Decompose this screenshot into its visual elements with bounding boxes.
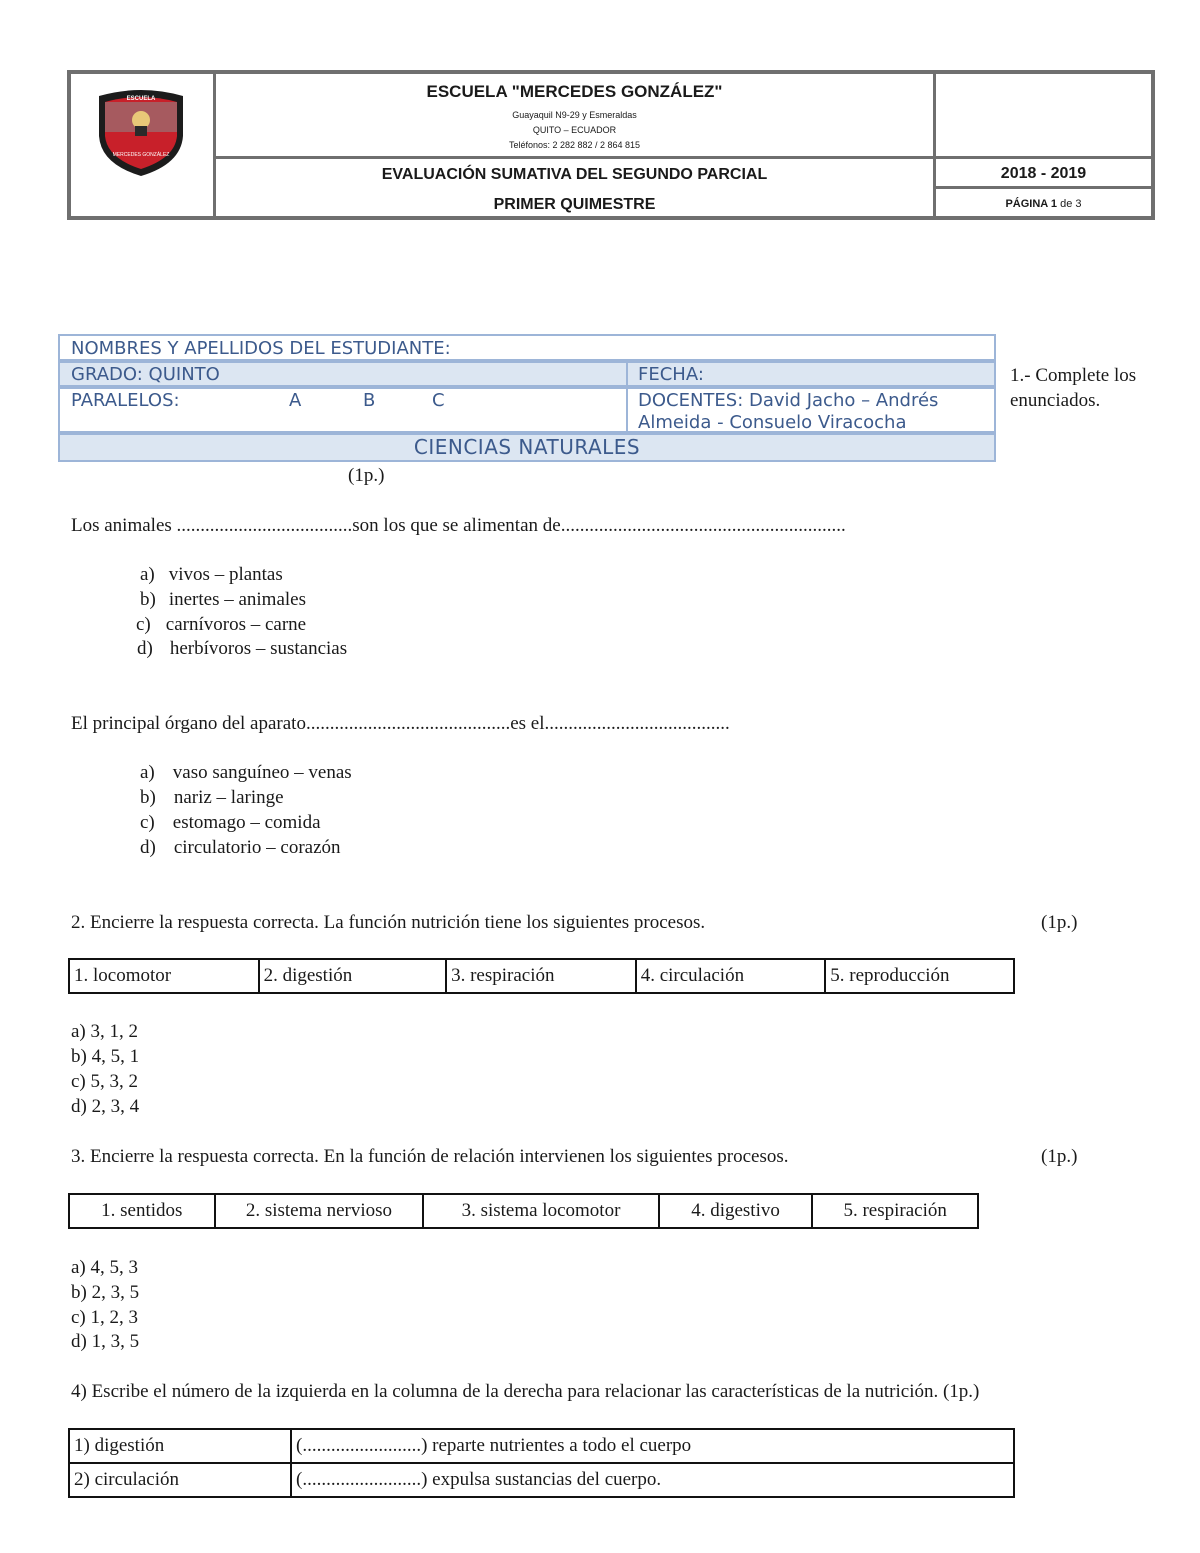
subject-row (58, 433, 996, 462)
q1-instruction: 1.- Complete los enunciados. (1010, 365, 1137, 411)
q4-row1-right: (.........................) reparte nutrientes a todo el cuerpo (291, 1429, 1014, 1463)
q1-item1-stem: Los animales .....................................son los que se alimentan de............................................................ (71, 515, 846, 536)
q1-item2-option-c: c) estomago – comida (140, 812, 321, 833)
subject-title: CIENCIAS NATURALES (413, 435, 641, 459)
table-row (69, 1463, 1014, 1497)
q1-item2-option-b: b) nariz – laringe (140, 787, 284, 808)
q3-item: 5. respiración (812, 1194, 978, 1228)
q2-points: (1p.) (1041, 912, 1078, 933)
q2-option-b: b) 4, 5, 1 (71, 1046, 140, 1067)
q2-option-c: c) 5, 3, 2 (71, 1071, 139, 1092)
school-phones: Teléfonos: 2 282 882 / 2 864 815 (508, 140, 641, 150)
q1-item1-option-d: d) herbívoros – sustancias (137, 638, 348, 659)
q1-item2-option-d: d) circulatorio – corazón (140, 837, 341, 858)
parallels-label: PARALELOS: (71, 390, 180, 411)
q1-item2-option-a: a) vaso sanguíneo – venas (140, 762, 352, 783)
q3-option-a: a) 4, 5, 3 (71, 1257, 139, 1278)
exam-title: EVALUACIÓN SUMATIVA DEL SEGUNDO PARCIAL (381, 166, 768, 183)
q1-item1-option-c: c) carnívoros – carne (136, 614, 307, 635)
q2-process-table (68, 958, 1015, 994)
exam-header (67, 70, 1155, 220)
q3-item: 2. sistema nervioso (215, 1194, 424, 1228)
parallels-teachers-row (58, 387, 996, 433)
teachers-line-2: Almeida - Consuelo Viracocha (638, 412, 907, 433)
school-city: QUITO – ECUADOR (532, 125, 617, 135)
q2-item: 1. locomotor (69, 959, 259, 993)
q1-item2-stem: El principal órgano del aparato...........................................es el....................................... (71, 713, 730, 734)
grade-label: GRADO: QUINTO (71, 364, 220, 385)
q2-stem: 2. Encierre la respuesta correcta. La función nutrición tiene los siguientes procesos. (71, 912, 706, 933)
student-name-label: NOMBRES Y APELLIDOS DEL ESTUDIANTE: (71, 338, 451, 359)
q1-item1-option-a: a) vivos – plantas (140, 564, 283, 585)
grade-date-row (58, 361, 996, 387)
q3-points: (1p.) (1041, 1146, 1078, 1167)
svg-text:MERCEDES GONZÁLEZ: MERCEDES GONZÁLEZ (112, 152, 170, 158)
q1-points: (1p.) (348, 465, 385, 486)
school-crest-logo (93, 86, 189, 178)
q4-stem: 4) Escribe el número de la izquierda en la columna de la derecha para relacionar las características de la nutrición. (1p.) (71, 1381, 980, 1402)
q2-option-a: a) 3, 1, 2 (71, 1021, 139, 1042)
student-name-row (58, 334, 996, 361)
date-label: FECHA: (638, 364, 704, 385)
q2-item: 5. reproducción (825, 959, 1014, 993)
q4-row2-right: (.........................) expulsa sustancias del cuerpo. (291, 1463, 1014, 1497)
teachers-line-1: DOCENTES: David Jacho – Andrés (638, 390, 939, 411)
parallel-c: C (432, 390, 445, 411)
svg-text:ESCUELA: ESCUELA (126, 96, 156, 102)
parallel-b: B (363, 390, 376, 411)
q2-option-d: d) 2, 3, 4 (71, 1096, 140, 1117)
table-row (69, 1429, 1014, 1463)
q3-process-table (68, 1193, 979, 1229)
exam-term: PRIMER QUIMESTRE (493, 196, 656, 213)
page-indicator: PÁGINA 1 de 3 (1005, 198, 1082, 210)
q3-item: 1. sentidos (69, 1194, 215, 1228)
q2-item: 4. circulación (636, 959, 826, 993)
q3-item: 4. digestivo (659, 1194, 813, 1228)
q4-matching-table (68, 1428, 1015, 1498)
q2-item: 2. digestión (259, 959, 447, 993)
q3-option-c: c) 1, 2, 3 (71, 1307, 139, 1328)
q4-row2-left: 2) circulación (69, 1463, 291, 1497)
parallel-a: A (289, 390, 302, 411)
school-address: Guayaquil N9-29 y Esmeraldas (512, 110, 637, 120)
student-info-table (58, 334, 996, 462)
q3-item: 3. sistema locomotor (423, 1194, 659, 1228)
q3-option-d: d) 1, 3, 5 (71, 1331, 140, 1352)
q1-item1-option-b: b) inertes – animales (140, 589, 307, 610)
school-name: ESCUELA "MERCEDES GONZÁLEZ" (426, 82, 723, 101)
q4-row1-left: 1) digestión (69, 1429, 291, 1463)
q3-stem: 3. Encierre la respuesta correcta. En la función de relación intervienen los siguientes procesos. (71, 1146, 789, 1167)
q3-option-b: b) 2, 3, 5 (71, 1282, 140, 1303)
school-year: 2018 - 2019 (1000, 165, 1087, 182)
q2-item: 3. respiración (446, 959, 636, 993)
